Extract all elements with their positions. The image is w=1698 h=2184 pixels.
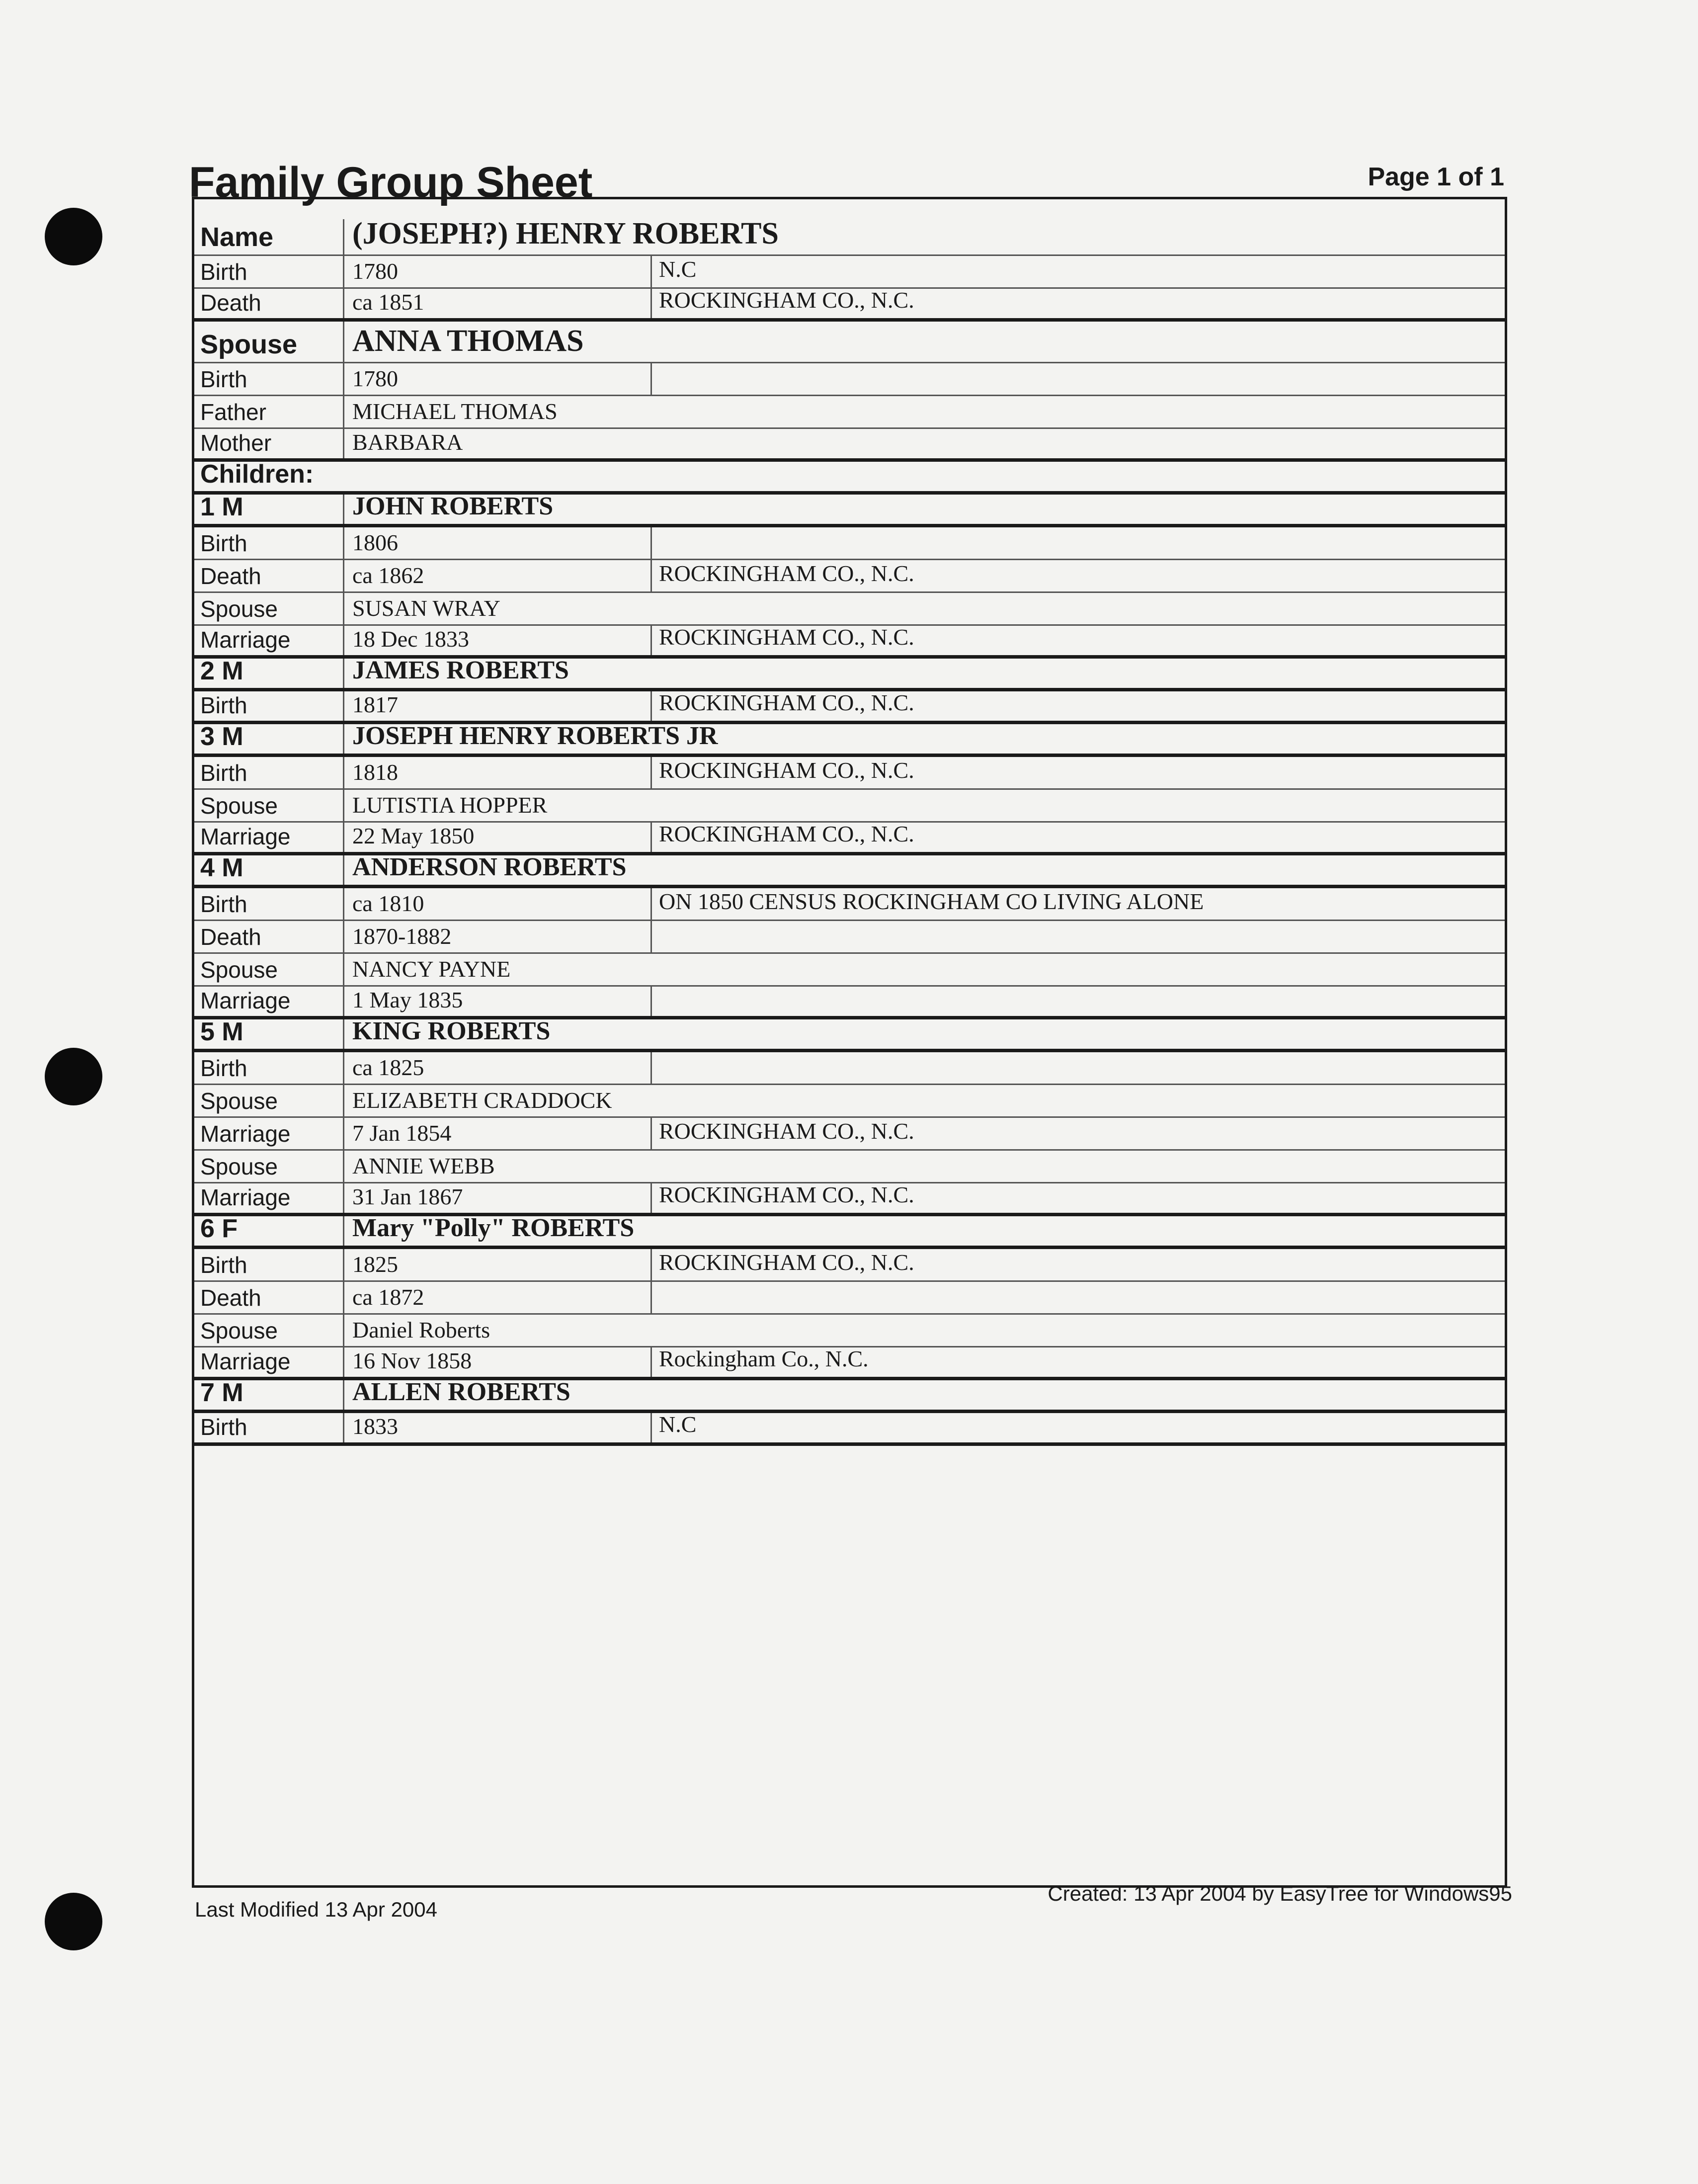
child-event-row [194, 1347, 1505, 1380]
spouse-mother-row [194, 429, 1505, 462]
child-event-row [194, 1118, 1505, 1151]
child-header-row [194, 855, 1505, 888]
spouse-name-row [194, 322, 1505, 363]
row-label: Marriage [194, 823, 344, 852]
row-place: N.C [650, 1413, 1505, 1442]
row-label: Father [194, 396, 344, 427]
row-label: Marriage [194, 1118, 344, 1149]
spouse-name: ANNA THOMAS [352, 324, 584, 358]
row-label: Birth [194, 888, 344, 920]
row-label: Birth [194, 256, 344, 287]
row-place: ROCKINGHAM CO., N.C. [650, 560, 1505, 591]
row-label: Spouse [194, 1085, 344, 1116]
child-event-row [194, 527, 1505, 560]
row-label: Marriage [194, 626, 344, 655]
child-name: JAMES ROBERTS [352, 656, 569, 684]
child-id: 5 M [194, 1019, 344, 1049]
child-event-row [194, 1249, 1505, 1282]
spouse-birth-row [194, 363, 1505, 396]
row-value: MICHAEL THOMAS [352, 399, 558, 424]
row-place: N.C [650, 256, 1505, 287]
row-label: Birth [194, 1249, 344, 1280]
row-place: ROCKINGHAM CO., N.C. [650, 691, 1505, 721]
child-event-row [194, 691, 1505, 724]
table-rows [194, 219, 1505, 1446]
child-name: JOHN ROBERTS [352, 492, 554, 520]
row-label: Mother [194, 429, 344, 458]
child-name: JOSEPH HENRY ROBERTS JR [352, 722, 718, 750]
punch-hole-top [45, 208, 102, 265]
husband-death-row [194, 289, 1505, 322]
child-event-row [194, 757, 1505, 790]
row-place [650, 527, 1505, 559]
last-modified: Last Modified 13 Apr 2004 [195, 1898, 438, 1921]
row-value: NANCY PAYNE [352, 956, 511, 982]
row-place: ROCKINGHAM CO., N.C. [650, 1249, 1505, 1280]
husband-birth-row [194, 256, 1505, 289]
row-label: Death [194, 921, 344, 952]
child-event-row [194, 790, 1505, 823]
child-event-row [194, 560, 1505, 593]
page-number: Page 1 of 1 [1368, 163, 1504, 191]
child-header-row [194, 656, 1505, 691]
children-header-row [194, 462, 1505, 495]
row-label: Spouse [194, 593, 344, 624]
row-label: Death [194, 560, 344, 591]
child-header-row [194, 1019, 1505, 1052]
row-label: Spouse [194, 1315, 344, 1346]
row-place [650, 1052, 1505, 1084]
row-value: ca 1872 [352, 1284, 424, 1310]
row-label: Birth [194, 691, 344, 721]
row-label: Birth [194, 757, 344, 788]
row-value: LUTISTIA HOPPER [352, 792, 548, 818]
child-name: ALLEN ROBERTS [352, 1378, 570, 1406]
row-label: Birth [194, 363, 344, 395]
sheet-title: Family Group Sheet [189, 159, 593, 206]
child-header-row [194, 492, 1505, 527]
row-value: 1 May 1835 [352, 987, 463, 1012]
children-label: Children: [200, 460, 314, 489]
punch-hole-middle [45, 1048, 102, 1105]
row-place: ROCKINGHAM CO., N.C. [650, 626, 1505, 655]
row-label: Marriage [194, 987, 344, 1016]
children-list [194, 492, 1505, 1446]
child-event-row [194, 888, 1505, 921]
row-place [650, 987, 1505, 1016]
row-label: Birth [194, 1413, 344, 1442]
row-place [650, 921, 1505, 952]
created-note: Created: 13 Apr 2004 by EasyTree for Windows95 [1048, 1882, 1512, 1905]
punch-hole-bottom [45, 1893, 102, 1950]
child-id: 3 M [194, 724, 344, 754]
child-id: 7 M [194, 1380, 344, 1410]
child-name: Mary "Polly" ROBERTS [352, 1214, 635, 1242]
row-value: 16 Nov 1858 [352, 1348, 472, 1373]
child-event-row [194, 1183, 1505, 1216]
row-place: ON 1850 CENSUS ROCKINGHAM CO LIVING ALONE [650, 888, 1505, 920]
row-value: 1780 [352, 366, 398, 391]
child-id: 6 F [194, 1216, 344, 1246]
spouse-label: Spouse [194, 322, 344, 362]
row-place: ROCKINGHAM CO., N.C. [650, 823, 1505, 852]
family-group-table [192, 197, 1507, 1888]
child-event-row [194, 921, 1505, 954]
child-event-row [194, 823, 1505, 855]
child-event-row [194, 1151, 1505, 1183]
child-header-row [194, 1380, 1505, 1413]
child-event-row [194, 626, 1505, 659]
row-label: Marriage [194, 1347, 344, 1377]
spouse-father-row [194, 396, 1505, 429]
row-label: Spouse [194, 1151, 344, 1182]
row-place: ROCKINGHAM CO., N.C. [650, 1118, 1505, 1149]
row-value: ca 1851 [352, 289, 424, 315]
row-value: BARBARA [352, 429, 463, 455]
row-value: SUSAN WRAY [352, 595, 500, 621]
row-value: Daniel Roberts [352, 1317, 490, 1343]
husband-name-row [194, 219, 1505, 256]
child-name: KING ROBERTS [352, 1017, 551, 1045]
husband-name: (JOSEPH?) HENRY ROBERTS [352, 217, 779, 251]
child-id: 2 M [194, 659, 344, 688]
child-id: 1 M [194, 495, 344, 524]
row-place: ROCKINGHAM CO., N.C. [650, 757, 1505, 788]
row-value: 7 Jan 1854 [352, 1120, 452, 1146]
row-label: Birth [194, 527, 344, 559]
row-place [650, 1282, 1505, 1313]
row-value: 1806 [352, 530, 398, 555]
child-event-row [194, 1085, 1505, 1118]
row-value: ca 1825 [352, 1055, 424, 1080]
row-value: ELIZABETH CRADDOCK [352, 1088, 612, 1113]
row-label: Spouse [194, 954, 344, 985]
name-label: Name [194, 219, 344, 254]
child-event-row [194, 954, 1505, 987]
row-place [650, 363, 1505, 395]
row-value: 1818 [352, 759, 398, 785]
child-event-row [194, 1052, 1505, 1085]
child-header-row [194, 1216, 1505, 1249]
row-place: Rockingham Co., N.C. [650, 1347, 1505, 1377]
row-value: 22 May 1850 [352, 823, 475, 848]
row-label: Death [194, 289, 344, 318]
child-name: ANDERSON ROBERTS [352, 853, 627, 881]
row-value: 31 Jan 1867 [352, 1184, 463, 1209]
row-label: Death [194, 1282, 344, 1313]
row-value: 1780 [352, 258, 398, 284]
row-value: 18 Dec 1833 [352, 626, 470, 652]
row-value: 1817 [352, 692, 398, 717]
row-value: ca 1810 [352, 891, 424, 916]
row-value: 1825 [352, 1252, 398, 1277]
row-label: Spouse [194, 790, 344, 821]
child-header-row [194, 724, 1505, 757]
row-label: Marriage [194, 1183, 344, 1213]
child-event-row [194, 1282, 1505, 1315]
row-place: ROCKINGHAM CO., N.C. [650, 289, 1505, 318]
child-event-row [194, 1315, 1505, 1347]
row-value: 1870-1882 [352, 924, 452, 949]
row-value: ANNIE WEBB [352, 1153, 495, 1178]
row-place: ROCKINGHAM CO., N.C. [650, 1183, 1505, 1213]
child-event-row [194, 1413, 1505, 1446]
child-id: 4 M [194, 855, 344, 885]
row-value: 1833 [352, 1414, 398, 1439]
row-value: ca 1862 [352, 563, 424, 588]
child-event-row [194, 593, 1505, 626]
row-label: Birth [194, 1052, 344, 1084]
child-event-row [194, 987, 1505, 1019]
